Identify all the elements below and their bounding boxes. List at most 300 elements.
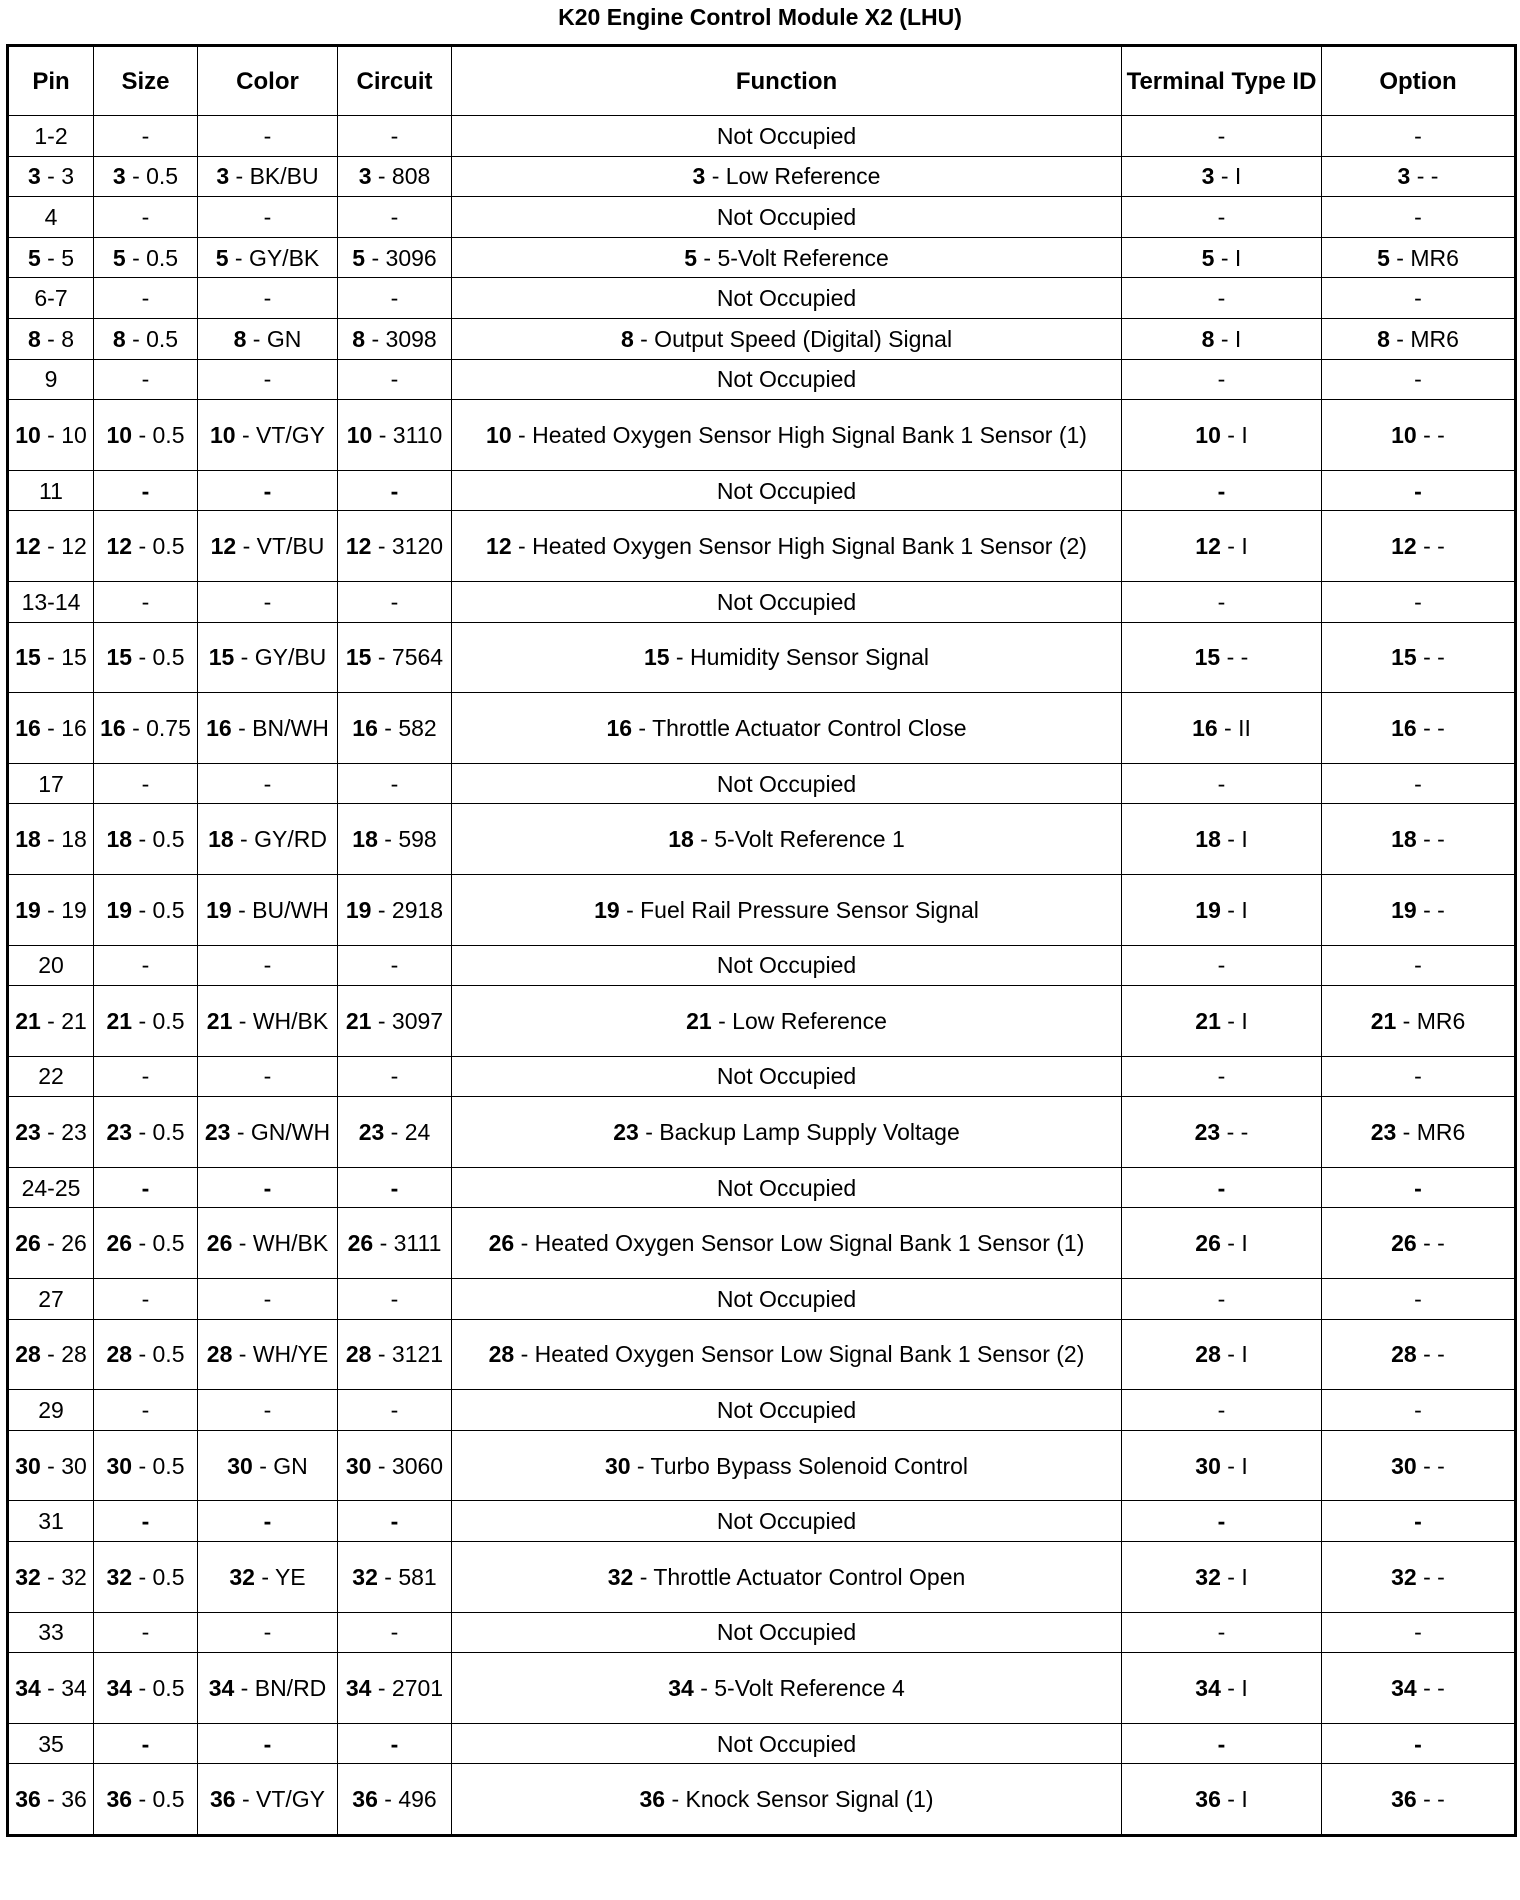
cell-pin (8, 1167, 94, 1208)
cell-text: - GN (252, 1452, 308, 1479)
cell-text: - (263, 285, 272, 312)
cell-function (452, 1612, 1122, 1653)
cell-text: - 0.5 (132, 896, 185, 923)
table-row (8, 237, 1516, 278)
header-circuit: Circuit (338, 46, 452, 116)
cell-bold-prefix: - (390, 477, 399, 504)
cell-text: - - (1416, 896, 1445, 923)
cell-text: - 0.5 (132, 1341, 185, 1368)
cell-circuit (338, 1723, 452, 1764)
cell-text: - - (1416, 826, 1445, 853)
cell-bold-prefix: 16 (100, 714, 126, 741)
table-row (8, 763, 1516, 804)
cell-bold-prefix: 15 (643, 644, 670, 671)
cell-bold-prefix: 12 (106, 533, 133, 560)
cell-function (452, 1764, 1122, 1836)
cell-function (452, 1056, 1122, 1097)
table-row (8, 1430, 1516, 1501)
cell-bold-prefix: 19 (106, 896, 133, 923)
cell-bold-prefix: 5 (1377, 244, 1390, 271)
cell-bold-prefix: 23 (613, 1119, 639, 1146)
cell-terminal-type (1122, 1208, 1322, 1279)
cell-size (94, 1390, 198, 1431)
header-terminal-type-id: Terminal Type ID (1122, 46, 1322, 116)
cell-text: - (1217, 366, 1226, 393)
cell-function (452, 1542, 1122, 1613)
cell-function (452, 237, 1122, 278)
cell-function (452, 511, 1122, 582)
cell-text: - 2918 (371, 896, 444, 923)
table-row (8, 359, 1516, 400)
cell-bold-prefix: 12 (210, 533, 237, 560)
cell-text: Not Occupied (716, 952, 857, 979)
pinout-table (6, 44, 1517, 1837)
cell-pin (8, 1501, 94, 1542)
cell-option (1322, 116, 1516, 157)
cell-terminal-type (1122, 1653, 1322, 1724)
cell-text: - 5 (40, 244, 75, 271)
cell-text: - 16 (40, 714, 87, 741)
cell-bold-prefix: - (1217, 1508, 1226, 1535)
cell-text: - 26 (40, 1230, 87, 1257)
cell-bold-prefix: - (263, 477, 272, 504)
cell-size (94, 197, 198, 238)
cell-text: - 0.5 (132, 1786, 185, 1813)
cell-bold-prefix: 26 (347, 1230, 374, 1257)
cell-text: - 8 (40, 325, 75, 352)
cell-text: - (1414, 122, 1422, 149)
cell-option (1322, 1542, 1516, 1613)
cell-text: - (141, 1285, 150, 1312)
cell-circuit (338, 156, 452, 197)
cell-bold-prefix: 3 (358, 163, 372, 190)
cell-bold-prefix: 36 (1195, 1786, 1221, 1813)
cell-color (198, 1279, 338, 1320)
cell-terminal-type (1122, 1319, 1322, 1390)
cell-text: - I (1214, 325, 1242, 352)
cell-color (198, 156, 338, 197)
cell-bold-prefix: 15 (15, 644, 41, 671)
header-option: Option (1322, 46, 1516, 116)
cell-size (94, 318, 198, 359)
cell-option (1322, 359, 1516, 400)
cell-function (452, 1390, 1122, 1431)
cell-circuit (338, 986, 452, 1057)
cell-text: - - (1416, 1341, 1445, 1368)
cell-text: - MR6 (1396, 1007, 1466, 1034)
cell-color (198, 1501, 338, 1542)
cell-text: - GY/BU (234, 644, 327, 671)
cell-terminal-type (1122, 1167, 1322, 1208)
cell-text: - 24 (384, 1119, 431, 1146)
table-row (8, 1390, 1516, 1431)
cell-text: - 5-Volt Reference 4 (693, 1675, 905, 1702)
cell-function (452, 1653, 1122, 1724)
cell-bold-prefix: 30 (345, 1452, 372, 1479)
cell-size (94, 1097, 198, 1168)
cell-terminal-type (1122, 1430, 1322, 1501)
cell-pin (8, 1390, 94, 1431)
cell-text: - 5-Volt Reference (697, 244, 889, 271)
cell-pin (8, 693, 94, 764)
cell-option (1322, 278, 1516, 319)
cell-text: - - (1416, 1230, 1445, 1257)
table-row (8, 1319, 1516, 1390)
cell-bold-prefix: 3 (27, 163, 41, 190)
cell-text: - VT/GY (235, 421, 326, 448)
cell-text: - (390, 1063, 399, 1090)
cell-color (198, 945, 338, 986)
cell-option (1322, 318, 1516, 359)
cell-text: - 0.5 (132, 1230, 185, 1257)
cell-bold-prefix: 34 (15, 1675, 41, 1702)
cell-text: Not Occupied (716, 1730, 857, 1757)
cell-bold-prefix: - (1217, 1730, 1226, 1757)
cell-option (1322, 1279, 1516, 1320)
cell-color (198, 197, 338, 238)
cell-circuit (338, 318, 452, 359)
page-title: K20 Engine Control Module X2 (LHU) (558, 4, 962, 30)
cell-circuit (338, 278, 452, 319)
cell-text: - BN/WH (231, 714, 329, 741)
cell-bold-prefix: 5 (1201, 244, 1215, 271)
cell-text: - Backup Lamp Supply Voltage (638, 1119, 960, 1146)
cell-circuit (338, 400, 452, 471)
cell-function (452, 622, 1122, 693)
cell-size (94, 581, 198, 622)
cell-terminal-type (1122, 1723, 1322, 1764)
cell-text: - 15 (40, 644, 87, 671)
cell-bold-prefix: 26 (15, 1230, 41, 1257)
cell-bold-prefix: 28 (488, 1341, 515, 1368)
cell-text: Not Occupied (716, 1508, 857, 1535)
table-row (8, 1723, 1516, 1764)
cell-bold-prefix: 34 (208, 1675, 235, 1702)
cell-bold-prefix: 5 (112, 244, 126, 271)
cell-size (94, 1056, 198, 1097)
cell-text: - II (1217, 714, 1251, 741)
cell-pin (8, 511, 94, 582)
cell-text: 27 (38, 1285, 64, 1312)
cell-text: - - (1220, 1119, 1249, 1146)
cell-text: - 19 (40, 896, 87, 923)
cell-terminal-type (1122, 1542, 1322, 1613)
cell-bold-prefix: 32 (352, 1563, 378, 1590)
cell-circuit (338, 1542, 452, 1613)
cell-bold-prefix: 34 (345, 1675, 372, 1702)
cell-bold-prefix: 8 (1377, 325, 1390, 352)
cell-bold-prefix: 21 (345, 1007, 372, 1034)
cell-option (1322, 804, 1516, 875)
cell-text: - (390, 1397, 399, 1424)
cell-circuit (338, 116, 452, 157)
cell-circuit (338, 874, 452, 945)
cell-text: - VT/BU (236, 533, 325, 560)
cell-text: - Heated Oxygen Sensor High Signal Bank 1 Sensor (1) (511, 421, 1087, 448)
cell-text: - GN/WH (230, 1119, 331, 1146)
cell-function (452, 581, 1122, 622)
cell-color (198, 1430, 338, 1501)
cell-text: - (1414, 588, 1422, 615)
cell-bold-prefix: 16 (206, 714, 232, 741)
cell-text: - - (1416, 1786, 1445, 1813)
table-row (8, 1653, 1516, 1724)
cell-text: - I (1220, 421, 1248, 448)
cell-text: Not Occupied (716, 1174, 857, 1201)
cell-text: - YE (254, 1563, 306, 1590)
cell-option (1322, 874, 1516, 945)
cell-text: - I (1220, 1563, 1248, 1590)
cell-text: Not Occupied (716, 770, 857, 797)
cell-terminal-type (1122, 581, 1322, 622)
cell-text: - I (1214, 244, 1242, 271)
cell-bold-prefix: 18 (15, 826, 41, 853)
cell-text: 1-2 (34, 122, 68, 149)
table-row (8, 197, 1516, 238)
cell-pin (8, 318, 94, 359)
cell-option (1322, 581, 1516, 622)
cell-pin (8, 1612, 94, 1653)
cell-text: - MR6 (1396, 1119, 1466, 1146)
cell-terminal-type (1122, 470, 1322, 511)
table-row (8, 470, 1516, 511)
cell-size (94, 1208, 198, 1279)
cell-text: - (1217, 1285, 1226, 1312)
cell-bold-prefix: 18 (352, 826, 378, 853)
cell-bold-prefix: 32 (229, 1563, 255, 1590)
cell-text: - MR6 (1389, 325, 1459, 352)
cell-circuit (338, 1279, 452, 1320)
cell-bold-prefix: 32 (1391, 1563, 1417, 1590)
cell-text: 17 (38, 770, 64, 797)
cell-circuit (338, 1653, 452, 1724)
cell-circuit (338, 1097, 452, 1168)
cell-terminal-type (1122, 874, 1322, 945)
cell-bold-prefix: 36 (106, 1786, 133, 1813)
cell-option (1322, 470, 1516, 511)
cell-pin (8, 1097, 94, 1168)
cell-bold-prefix: 32 (1195, 1563, 1221, 1590)
cell-bold-prefix: 21 (1195, 1007, 1221, 1034)
cell-bold-prefix: - (1217, 1174, 1226, 1201)
cell-option (1322, 693, 1516, 764)
cell-text: - (141, 588, 150, 615)
cell-circuit (338, 1501, 452, 1542)
cell-color (198, 874, 338, 945)
cell-text: - 0.5 (132, 421, 185, 448)
cell-terminal-type (1122, 1390, 1322, 1431)
cell-pin (8, 1208, 94, 1279)
cell-bold-prefix: 8 (27, 325, 41, 352)
cell-text: - (1414, 1397, 1422, 1424)
cell-text: - (263, 770, 272, 797)
cell-pin (8, 197, 94, 238)
cell-text: - 30 (40, 1452, 87, 1479)
cell-text: - 0.75 (125, 714, 191, 741)
cell-text: - (390, 588, 399, 615)
cell-text: - 3120 (371, 533, 444, 560)
cell-bold-prefix: 12 (15, 533, 41, 560)
cell-option (1322, 1723, 1516, 1764)
cell-function (452, 1319, 1122, 1390)
cell-bold-prefix: 19 (15, 896, 41, 923)
cell-color (198, 693, 338, 764)
table-row (8, 1764, 1516, 1836)
cell-text: - MR6 (1389, 244, 1459, 271)
cell-bold-prefix: 21 (686, 1007, 712, 1034)
cell-size (94, 278, 198, 319)
cell-size (94, 874, 198, 945)
cell-text: - 0.5 (132, 1007, 185, 1034)
cell-text: - VT/GY (235, 1786, 326, 1813)
cell-text: - 2701 (371, 1675, 444, 1702)
cell-text: - (1414, 366, 1422, 393)
cell-text: - (263, 952, 272, 979)
cell-text: - 5-Volt Reference 1 (693, 826, 905, 853)
header-size: Size (94, 46, 198, 116)
cell-option (1322, 156, 1516, 197)
cell-text: - Low Reference (711, 1007, 887, 1034)
cell-text: - Throttle Actuator Control Open (633, 1563, 966, 1590)
cell-bold-prefix: 16 (606, 714, 633, 741)
cell-color (198, 400, 338, 471)
cell-text: - (1414, 285, 1422, 312)
cell-text: - WH/BK (232, 1007, 329, 1034)
cell-circuit (338, 1208, 452, 1279)
cell-size (94, 1764, 198, 1836)
cell-text: 6-7 (34, 285, 68, 312)
cell-bold-prefix: 32 (15, 1563, 41, 1590)
cell-text: - (1217, 1063, 1226, 1090)
cell-function (452, 874, 1122, 945)
cell-text: - Heated Oxygen Sensor Low Signal Bank 1 Sensor (1) (514, 1230, 1085, 1257)
cell-bold-prefix: 23 (358, 1119, 385, 1146)
cell-text: - Low Reference (705, 163, 881, 190)
cell-bold-prefix: 3 (112, 163, 126, 190)
cell-circuit (338, 511, 452, 582)
cell-circuit (338, 1167, 452, 1208)
cell-bold-prefix: 34 (1391, 1675, 1417, 1702)
cell-text: - 0.5 (132, 1563, 185, 1590)
cell-text: - (1414, 952, 1422, 979)
cell-bold-prefix: 5 (352, 244, 366, 271)
cell-text: - (141, 122, 150, 149)
cell-bold-prefix: 16 (1192, 714, 1218, 741)
cell-bold-prefix: 30 (604, 1452, 631, 1479)
cell-size (94, 1723, 198, 1764)
cell-pin (8, 1542, 94, 1613)
cell-pin (8, 986, 94, 1057)
cell-text: - - (1416, 714, 1445, 741)
cell-size (94, 1430, 198, 1501)
cell-text: - (141, 1063, 150, 1090)
cell-text: - (1217, 770, 1226, 797)
table-row (8, 693, 1516, 764)
cell-circuit (338, 359, 452, 400)
cell-text: - I (1220, 896, 1248, 923)
cell-bold-prefix: 21 (15, 1007, 41, 1034)
cell-text: - Heated Oxygen Sensor Low Signal Bank 1 Sensor (2) (514, 1341, 1085, 1368)
cell-pin (8, 1430, 94, 1501)
cell-circuit (338, 1612, 452, 1653)
cell-bold-prefix: - (141, 477, 150, 504)
cell-text: Not Occupied (716, 122, 857, 149)
cell-terminal-type (1122, 945, 1322, 986)
cell-circuit (338, 945, 452, 986)
cell-terminal-type (1122, 1056, 1322, 1097)
cell-text: 33 (38, 1619, 64, 1646)
cell-bold-prefix: 28 (1195, 1341, 1221, 1368)
cell-pin (8, 1764, 94, 1836)
cell-bold-prefix: 28 (1391, 1341, 1417, 1368)
cell-text: - (1217, 588, 1226, 615)
cell-color (198, 511, 338, 582)
cell-text: - Throttle Actuator Control Close (632, 714, 967, 741)
cell-bold-prefix: 18 (1391, 826, 1417, 853)
cell-bold-prefix: 18 (1195, 826, 1221, 853)
cell-pin (8, 874, 94, 945)
table-row (8, 1097, 1516, 1168)
cell-size (94, 804, 198, 875)
cell-text: - Heated Oxygen Sensor High Signal Bank 1 Sensor (2) (511, 533, 1087, 560)
cell-text: - 0.5 (132, 826, 185, 853)
cell-size (94, 945, 198, 986)
cell-option (1322, 945, 1516, 986)
cell-text: - 3096 (365, 244, 437, 271)
cell-bold-prefix: 3 (692, 163, 706, 190)
cell-bold-prefix: 28 (106, 1341, 133, 1368)
cell-bold-prefix: 19 (1195, 896, 1221, 923)
cell-text: 24-25 (21, 1174, 81, 1201)
cell-text: - I (1220, 533, 1248, 560)
cell-text: - 808 (371, 163, 431, 190)
cell-color (198, 116, 338, 157)
cell-function (452, 1279, 1122, 1320)
cell-text: - Humidity Sensor Signal (669, 644, 930, 671)
cell-pin (8, 116, 94, 157)
cell-color (198, 1097, 338, 1168)
cell-size (94, 116, 198, 157)
cell-text: - 496 (377, 1786, 437, 1813)
cell-bold-prefix: 10 (15, 421, 41, 448)
cell-text: - 3110 (372, 421, 443, 448)
cell-bold-prefix: 28 (15, 1341, 41, 1368)
cell-text: Not Occupied (716, 588, 857, 615)
cell-text: - I (1220, 1452, 1248, 1479)
cell-text: - 34 (40, 1675, 87, 1702)
cell-terminal-type (1122, 693, 1322, 764)
cell-text: - 581 (377, 1563, 437, 1590)
cell-option (1322, 1501, 1516, 1542)
cell-color (198, 1319, 338, 1390)
cell-circuit (338, 197, 452, 238)
cell-terminal-type (1122, 763, 1322, 804)
cell-text: - BU/WH (231, 896, 329, 923)
cell-text: - - (1416, 1563, 1445, 1590)
cell-text: - - (1220, 644, 1249, 671)
cell-option (1322, 1167, 1516, 1208)
cell-size (94, 1653, 198, 1724)
cell-circuit (338, 470, 452, 511)
cell-bold-prefix: 19 (1391, 896, 1417, 923)
cell-terminal-type (1122, 511, 1322, 582)
cell-option (1322, 1612, 1516, 1653)
cell-color (198, 237, 338, 278)
cell-color (198, 470, 338, 511)
cell-text: - (390, 1619, 399, 1646)
cell-circuit (338, 237, 452, 278)
cell-pin (8, 278, 94, 319)
